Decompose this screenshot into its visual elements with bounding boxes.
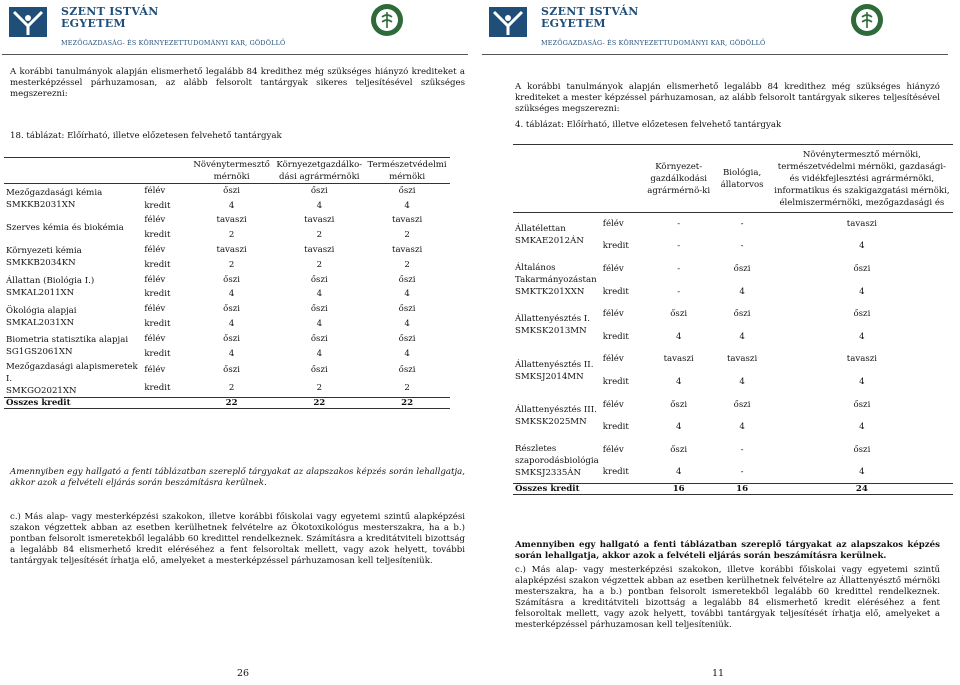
semester-cell: őszi <box>223 304 241 315</box>
left-page <box>0 0 470 685</box>
intro-paragraph: A korábbi tanulmányok alapján elismerhető legalább 84 kredithez még szükséges hiányzó krediteket a mester képzéssel párhuzamosan, az alább felsorolt tantárgyak sikeres teljesítésével szükséges megszerezni: <box>515 82 940 114</box>
credit-cell: 2 <box>228 230 235 241</box>
credit-cell: 4 <box>404 348 410 359</box>
course-name: Állatélettan SMKAE2012ÁN <box>515 224 584 247</box>
total-cell: 22 <box>189 398 275 409</box>
total-label: Összes kredit <box>513 484 644 495</box>
credit-cell: 4 <box>228 200 235 211</box>
semester-cell: tavaszi <box>391 245 423 256</box>
semester-cell: tavaszi <box>216 215 247 226</box>
note-paragraph: Amennyiben egy hallgató a fenti táblázatban szereplő tárgyakat az alapszakos képzés során lehallgatja, akkor azok a felvételi eljárás során beszámításra kerülnek. <box>10 467 465 488</box>
credit-cell: - <box>740 467 744 478</box>
course-code: SMKKB2031XN <box>6 199 76 210</box>
table-header-row <box>513 145 953 213</box>
semester-cell: tavaszi <box>726 354 758 365</box>
column-header: Növénytermesztő mérnöki, természetvédelmi mérnöki, gazdasági- és vidékfejlesztési agrármérnöki, informatikus és szakigazgatási mérnöki, élelmiszermérnöki, mezőgazdasági és <box>771 145 953 213</box>
course-name: Ökológia alapjai <box>6 305 77 316</box>
university-logo-icon <box>8 6 48 38</box>
table-row <box>513 303 953 326</box>
paragraph-c: c.) Más alap- vagy mesterképzési szakokon, illetve korábbi főiskolai vagy egyetemi szintű alapképzési szakon végzettek abban az esetben kerülhetnek felvételre az Ökotoxikológus mesterszakra, ha a b.) pontban felsorolt ismeretekből legalább 60 kredittel rendelkeznek. Számításra a kreditátviteli bizottság a legalább 84 elismerhető kredit eléréséhez a fent felsoroltak mellett, vagy azok helyett, további tantárgyak teljesítését írhatja elő, amelyeket a mesterképzéssel párhuzamosan kell teljesíteniük. <box>10 512 465 566</box>
semester-label: félév <box>144 274 166 285</box>
header-rule <box>2 54 468 55</box>
faculty-seal-icon <box>850 3 884 37</box>
semester-cell: őszi <box>310 333 328 344</box>
credit-cell: 2 <box>404 259 410 270</box>
semester-cell: tavaszi <box>846 354 878 365</box>
faculty-name: MEZŐGAZDASÁG- ÉS KÖRNYEZETTUDOMÁNYI KAR, GÖDÖLLŐ <box>61 39 286 47</box>
column-header: Környezet-gazdálkodási agrármérnö-ki <box>644 145 713 213</box>
credit-cell: 4 <box>859 286 865 297</box>
total-cell: 22 <box>364 398 450 409</box>
credit-cell: 4 <box>675 422 682 433</box>
credit-cell: 4 <box>859 376 865 387</box>
semester-cell: őszi <box>733 309 751 320</box>
semester-cell: tavaszi <box>304 245 335 256</box>
university-logo-icon <box>488 6 528 38</box>
semester-cell: tavaszi <box>216 245 247 256</box>
note-paragraph: Amennyiben egy hallgató a fenti táblázatban szereplő tárgyakat az alapszakos képzés során lehallgatja, akkor azok a felvételi eljárás során beszámításra kerülnek. <box>515 540 940 561</box>
total-label: Összes kredit <box>4 398 189 409</box>
course-name: Állattan (Biológia I.) <box>6 276 95 287</box>
semester-cell: őszi <box>733 263 751 274</box>
credit-label: kredit <box>144 289 171 300</box>
semester-cell: őszi <box>223 365 241 376</box>
semester-cell: őszi <box>853 444 871 455</box>
table-row <box>4 184 450 199</box>
credit-cell: 4 <box>404 200 410 211</box>
right-page <box>480 0 950 685</box>
semester-cell: őszi <box>853 399 871 410</box>
faculty-seal-icon <box>370 3 404 37</box>
course-name: Környezeti kémia <box>6 246 82 257</box>
semester-cell: tavaszi <box>391 215 423 226</box>
course-table <box>4 157 450 409</box>
semester-label: félév <box>602 263 624 274</box>
credit-label: kredit <box>144 200 171 211</box>
course-code: SMKAL2011XN <box>6 288 75 299</box>
table-row <box>4 361 450 379</box>
total-cell: 16 <box>644 484 713 495</box>
header-rule <box>482 54 948 55</box>
university-name: SZENT ISTVÁN EGYETEM <box>541 5 639 30</box>
credit-label: kredit <box>602 376 629 387</box>
credit-cell: 4 <box>859 422 865 433</box>
course-code: SG1GS2061XN <box>6 347 73 358</box>
credit-cell: - <box>677 286 681 297</box>
credit-cell: 2 <box>316 230 323 241</box>
table-row <box>4 272 450 287</box>
total-row <box>513 484 953 495</box>
semester-cell: őszi <box>670 309 688 320</box>
semester-cell: őszi <box>398 274 416 285</box>
credit-label: kredit <box>602 331 629 342</box>
credit-cell: 2 <box>228 383 235 394</box>
credit-label: kredit <box>144 348 171 359</box>
credit-cell: 4 <box>739 422 745 433</box>
credit-cell: - <box>740 241 744 252</box>
paragraph-c: c.) Más alap- vagy mesterképzési szakokon, illetve korábbi főiskolai vagy egyetemi szintű alapképzési szakon végzettek abban az esetben kerülhetnek felvételre az Állattenyésztő mérnöki mesterszakra, ha a b.) pontban felsorolt ismeretekből legalább 60 kredittel rendelkeznek. Számításra a kreditátviteli bizottság a legalább 84 elismerhető kredit eléréséhez a fent felsoroltak mellett, vagy azok helyett, további tantárgyak teljesítését írhatja elő, amelyeket a mesterképzéssel párhuzamosan kell teljesíteniük. <box>515 565 940 630</box>
credit-cell: 2 <box>404 230 410 241</box>
total-row <box>4 398 450 409</box>
credit-cell: 4 <box>675 331 682 342</box>
credit-cell: 4 <box>404 289 410 300</box>
university-name: SZENT ISTVÁN EGYETEM <box>61 5 159 30</box>
total-cell: 24 <box>771 484 953 495</box>
semester-cell: őszi <box>223 333 241 344</box>
page-number: 11 <box>712 668 725 679</box>
credit-cell: 4 <box>316 348 323 359</box>
semester-label: félév <box>144 245 166 256</box>
course-name: Szerves kémia és biokémia <box>6 222 124 233</box>
credit-cell: 2 <box>316 259 323 270</box>
credit-cell: 4 <box>316 200 323 211</box>
credit-label: kredit <box>602 422 629 433</box>
credit-cell: 4 <box>675 376 682 387</box>
credit-cell: 4 <box>228 348 235 359</box>
course-name: Mezőgazdasági kémia <box>6 187 103 198</box>
semester-cell: őszi <box>274 184 364 199</box>
semester-label: félév <box>144 333 166 344</box>
credit-cell: 4 <box>859 241 865 252</box>
course-name: Állattenyésztés II. SMKSJ2014MN <box>515 359 594 382</box>
credit-label: kredit <box>144 230 171 241</box>
course-name: Állattenyésztés III. SMKSK2025MN <box>515 404 597 427</box>
course-name: Általános Takarmányozástan SMKTK201XXN <box>515 263 597 298</box>
table-row <box>513 393 953 416</box>
semester-label: félév <box>602 354 624 365</box>
semester-cell: őszi <box>670 399 688 410</box>
table-title: 18. táblázat: Előírható, illetve előzetesen felvehető tantárgyak <box>10 131 282 141</box>
credit-label: kredit <box>602 241 629 252</box>
table-row <box>513 438 953 461</box>
total-cell: 16 <box>713 484 770 495</box>
table-row <box>513 348 953 371</box>
credit-cell: 4 <box>739 376 745 387</box>
semester-label: félév <box>144 365 166 376</box>
credit-label: kredit <box>144 259 171 270</box>
semester-cell: őszi <box>670 444 688 455</box>
column-header: Természetvédelmi mérnöki <box>364 158 450 184</box>
semester-label: félév <box>602 399 624 410</box>
semester-cell: őszi <box>398 365 416 376</box>
credit-cell: 4 <box>404 319 410 330</box>
semester-cell: őszi <box>223 274 241 285</box>
semester-cell: - <box>713 213 770 236</box>
credit-cell: 4 <box>316 289 323 300</box>
credit-cell: 4 <box>859 467 865 478</box>
credit-cell: 2 <box>404 383 410 394</box>
table-title: 4. táblázat: Előírható, illetve előzetesen felvehető tantárgyak <box>515 120 782 130</box>
credit-cell: 4 <box>675 467 682 478</box>
credit-label: kredit <box>602 286 629 297</box>
course-table <box>513 144 953 495</box>
semester-cell: őszi <box>310 274 328 285</box>
semester-cell: őszi <box>733 399 751 410</box>
semester-label: félév <box>144 215 166 226</box>
table-row <box>513 258 953 281</box>
semester-cell: őszi <box>310 304 328 315</box>
semester-cell: őszi <box>398 304 416 315</box>
semester-cell: tavaszi <box>663 354 694 365</box>
faculty-name: MEZŐGAZDASÁG- ÉS KÖRNYEZETTUDOMÁNYI KAR, GÖDÖLLŐ <box>541 39 766 47</box>
course-code: SMKKB2034KN <box>6 258 76 269</box>
credit-cell: 4 <box>316 319 323 330</box>
semester-cell: őszi <box>398 333 416 344</box>
semester-label: félév <box>602 444 624 455</box>
semester-cell: tavaszi <box>304 215 335 226</box>
course-name: Biometria statisztika alapjai <box>6 335 129 346</box>
semester-cell: őszi <box>853 309 871 320</box>
column-header: Növénytermesztő mérnöki <box>189 158 275 184</box>
credit-cell: 4 <box>739 331 745 342</box>
page-number: 26 <box>237 668 250 679</box>
credit-cell: 2 <box>316 383 323 394</box>
intro-paragraph: A korábbi tanulmányok alapján elismerhető legalább 84 kredithez még szükséges hiányzó krediteket a mesterképzéssel párhuzamosan, az alább felsorolt tantárgyak sikeres teljesítésével szükséges megszerezni: <box>10 67 465 99</box>
semester-cell: őszi <box>853 263 871 274</box>
table-row <box>4 331 450 346</box>
page-header <box>480 0 950 55</box>
semester-cell: - <box>677 263 681 274</box>
credit-cell: 2 <box>228 259 235 270</box>
semester-cell: őszi <box>310 365 328 376</box>
semester-label: félév <box>602 309 624 320</box>
table-row <box>4 243 450 258</box>
credit-label: kredit <box>144 383 171 394</box>
semester-cell: őszi <box>189 184 275 199</box>
course-code: SMKAL2031XN <box>6 317 75 328</box>
credit-label: kredit <box>602 467 629 478</box>
table-row <box>4 302 450 317</box>
page-header <box>0 0 470 55</box>
credit-label: kredit <box>144 319 171 330</box>
credit-cell: - <box>677 241 681 252</box>
table-header-row <box>4 158 450 184</box>
table-row <box>4 213 450 228</box>
semester-cell: - <box>740 444 744 455</box>
semester-label: félév <box>142 184 189 199</box>
column-header: Környezetgazdálko-dási agrármérnöki <box>276 159 363 182</box>
credit-cell: 4 <box>859 331 865 342</box>
credit-cell: 4 <box>228 289 235 300</box>
semester-label: félév <box>601 213 644 236</box>
semester-cell: őszi <box>364 184 450 199</box>
total-cell: 22 <box>274 398 364 409</box>
semester-cell: - <box>644 213 713 236</box>
column-header: Biológia, állatorvos <box>713 145 770 213</box>
table-row <box>513 213 953 236</box>
credit-cell: 4 <box>739 286 745 297</box>
credit-cell: 4 <box>228 319 235 330</box>
course-code: SMKGO2021XN <box>6 386 77 397</box>
course-name: Állattenyésztés I. SMKSK2013MN <box>515 314 591 337</box>
semester-cell: tavaszi <box>771 213 953 236</box>
course-name: Részletes szaporodásbiológia SMKSJ2335ÁN <box>515 443 599 478</box>
course-name: Mezőgazdasági alapismeretek I. <box>6 362 138 385</box>
semester-label: félév <box>144 304 166 315</box>
